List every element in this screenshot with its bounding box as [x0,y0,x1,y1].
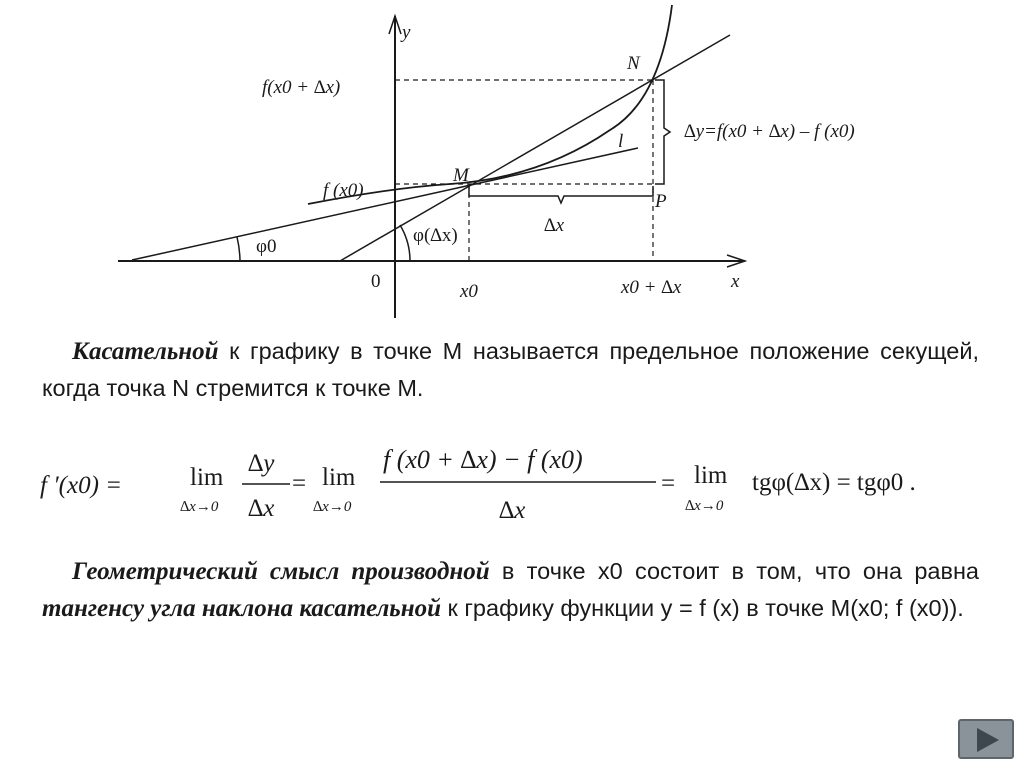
phi0-label: φ0 [256,236,277,257]
x0-dx-label: x0 + ∆x [621,277,682,298]
lim-3-sub: ∆x→0 [685,498,724,514]
equals-1: = [292,470,307,497]
angle-phi-dx-arc [400,225,410,261]
term-slope-tangent: тангенсу угла наклона касательной [42,594,442,622]
term-tangent: Касательной [72,338,219,365]
dx-brace [469,186,653,203]
equals-2: = [661,470,676,497]
point-p-label: P [655,191,667,212]
point-n-label: N [627,53,640,74]
frac1-num: ∆y [248,450,275,477]
definition-text: к графику в точке M называется предельное положение секущей, когда точка N стремится к точке M. [42,338,979,401]
angle-phi0-arc [237,237,240,261]
meaning-text-2: к графику функции y = f (x) в точке M(x0; f (x0)). [441,594,964,621]
tg-expression: tgφ(∆x) = tgφ0 . [752,469,916,496]
origin-label: 0 [371,271,381,292]
lim-3: lim [694,462,728,489]
lim-1-sub: ∆x→0 [180,499,219,515]
derivative-diagram [0,0,1024,330]
point-m-label: M [453,165,469,186]
meaning-text-1: в точке x0 состоит в том, что она равна [489,558,979,584]
frac2-num: f (x0 + ∆x) − f (x0) [383,445,583,474]
x0-label: x0 [460,281,478,302]
play-arrow-icon [977,728,999,752]
dy-label: ∆y=f(x0 + ∆x) – f (x0) [684,121,855,142]
dy-brace [655,80,670,184]
secant-line [340,35,730,261]
lim-2: lim [322,464,356,491]
formula-lhs: f ′(x0) = [40,472,123,499]
frac2-den: ∆x [499,497,526,524]
f-x0-dx-label: f(x0 + ∆x) [262,77,341,98]
x-axis-label: x [731,271,740,292]
tangent-definition-paragraph [42,334,979,405]
next-slide-button[interactable] [958,719,1014,759]
curve-l-label: l [618,131,624,152]
y-axis-label: y [402,22,411,43]
frac1-den: ∆x [248,495,275,522]
dx-label: ∆x [544,215,565,236]
lim-2-sub: ∆x→0 [313,499,352,515]
term-geometric-meaning: Геометрический смысл производной [72,558,490,585]
tangent-line [132,148,638,260]
geometric-meaning-paragraph [42,554,979,628]
f-x0-label: f (x0) [323,180,364,201]
lim-1: lim [190,464,224,491]
phi-dx-label: φ(∆x) [413,225,458,246]
